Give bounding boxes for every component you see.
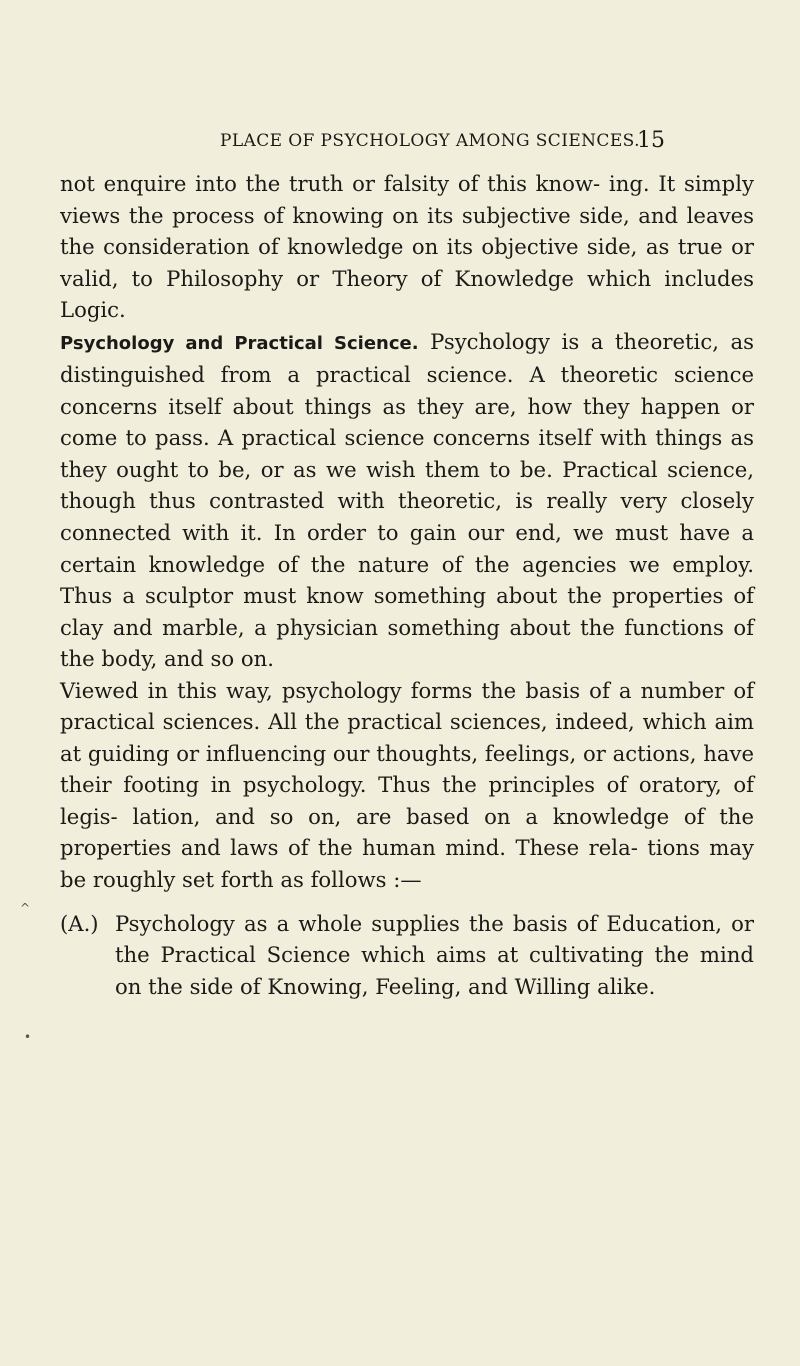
page-number: 15 xyxy=(637,128,665,153)
list-label-a: (A.) xyxy=(60,910,99,936)
margin-mark-icon: ^ xyxy=(20,901,31,915)
paragraph-practical-science xyxy=(60,326,754,675)
section-heading-practical-science: Psychology and Practical Science. xyxy=(60,332,419,354)
running-header xyxy=(0,128,800,155)
page-body-text xyxy=(60,168,754,1002)
list-item-a-text: Psychology as a whole supplies the basis of Education, or the Practical Science which aims at cultivating the mind on the side of Knowing, Feeling, and Willing alike. xyxy=(115,910,754,999)
paragraph-practical-science-text: Psychology is a theoretic, as distinguished from a practical science. A theoretic science concerns itself about things as they are, how they happen or come to pass. A practical science concerns itself with things as they ought to be, or as we wish them to be. Practical science, though thus contrasted with theoretic, is really very closely connected with it. In order to gain our end, we must have a certain knowledge of the nature of the agencies we employ. Thus a sculptor must know something about the properties of clay and marble, a physician something about the functions of the body, and so on. xyxy=(60,328,754,672)
paragraph-practical-sciences-basis: Viewed in this way, psychology forms the basis of a number of practical sciences. All the practical sciences, indeed, which aim at guiding or influencing our thoughts, feelings, or actions, have their footing in psychology. Thus the principles of oratory, of legis- lation, and so on, are based on a knowledge of the properties and laws of the human mind. These rela- tions may be roughly set forth as follows :— xyxy=(60,677,754,893)
chapter-running-title: PLACE OF PSYCHOLOGY AMONG SCIENCES. xyxy=(220,131,640,151)
margin-mark-icon: • xyxy=(24,1030,32,1044)
list-item-a xyxy=(60,908,754,1003)
paragraph-knowledge-theory: not enquire into the truth or falsity of this know- ing. It simply views the process of knowing on its subjective side, and leaves the consideration of knowledge on its objective side, as true or valid, to Philosophy or Theory of Knowledge which includes Logic. xyxy=(60,171,754,323)
